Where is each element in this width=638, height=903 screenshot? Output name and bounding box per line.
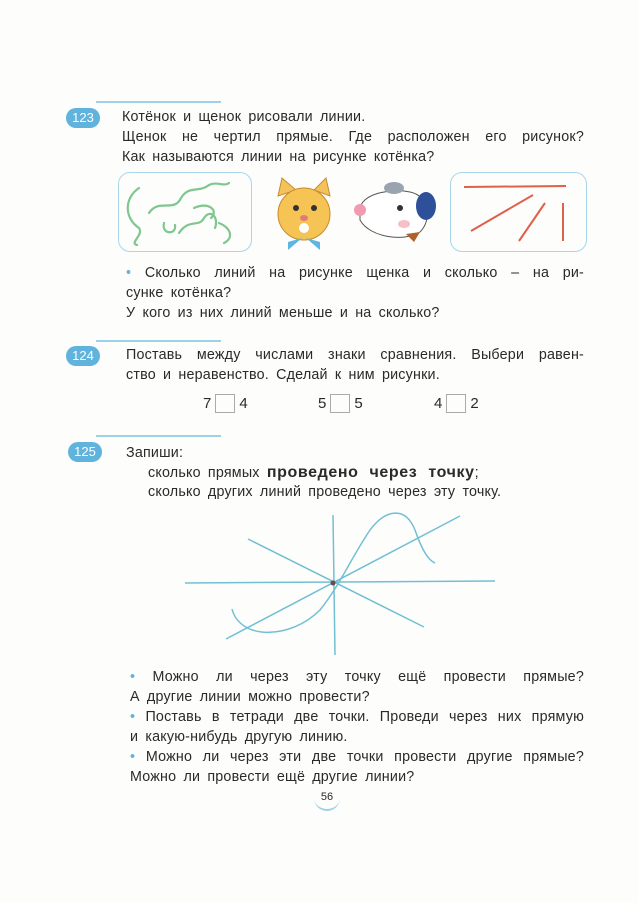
diagonal-line [226,516,460,639]
question-text: Можно ли через эти две точки провести другие прямые? [145,749,584,765]
number: 4 [239,395,248,412]
question-line: У кого из них линий меньше и на сколько? [126,305,440,321]
question-line [130,709,584,725]
text: ; [474,465,479,481]
question-line [130,749,584,765]
bullet-icon: • [126,265,132,281]
text-line: Щенок не чертил прямые. Где расположен его рисунок? [122,129,584,145]
question-line: и какую-нибудь другую линию. [130,729,348,745]
bullet-icon: • [130,669,136,685]
number: 7 [203,395,212,412]
text-line: ство и неравенство. Сделай к ним рисунки. [126,367,440,383]
question-text: Можно ли через эту точку ещё провести прямые? [152,669,584,685]
question-text: Поставь в тетради две точки. Проведи через них прямую [145,709,584,725]
text: сколько прямых [148,465,267,481]
bullet-icon: • [130,749,136,765]
question-line: сунке котёнка? [126,285,232,301]
task-number-badge: 123 [66,108,100,128]
task-title: Запиши: [126,445,184,461]
number: 4 [434,395,443,412]
number: 5 [318,395,327,412]
bold-text: проведено через точку [266,464,475,481]
number: 5 [354,395,363,412]
text-line: сколько других линий проведено через эту точку. [148,484,502,500]
page-number: 56 [314,785,340,811]
number: 2 [470,395,479,412]
question-line: А другие линии можно провести? [130,689,370,705]
bullet-icon: • [130,709,136,725]
task-number-badge: 125 [68,442,102,462]
question-text: Сколько линий на рисунке щенка и сколько – на ри- [144,265,584,281]
question-line [130,669,584,685]
question-line: Можно ли провести ещё другие линии? [130,769,415,785]
text-line: Как называются линии на рисунке котёнка? [122,149,435,165]
text-line: Поставь между числами знаки сравнения. Выбери равен- [126,347,584,363]
text-line: Котёнок и щенок рисовали линии. [122,109,366,125]
center-point [331,581,336,586]
task-number-badge: 124 [66,346,100,366]
